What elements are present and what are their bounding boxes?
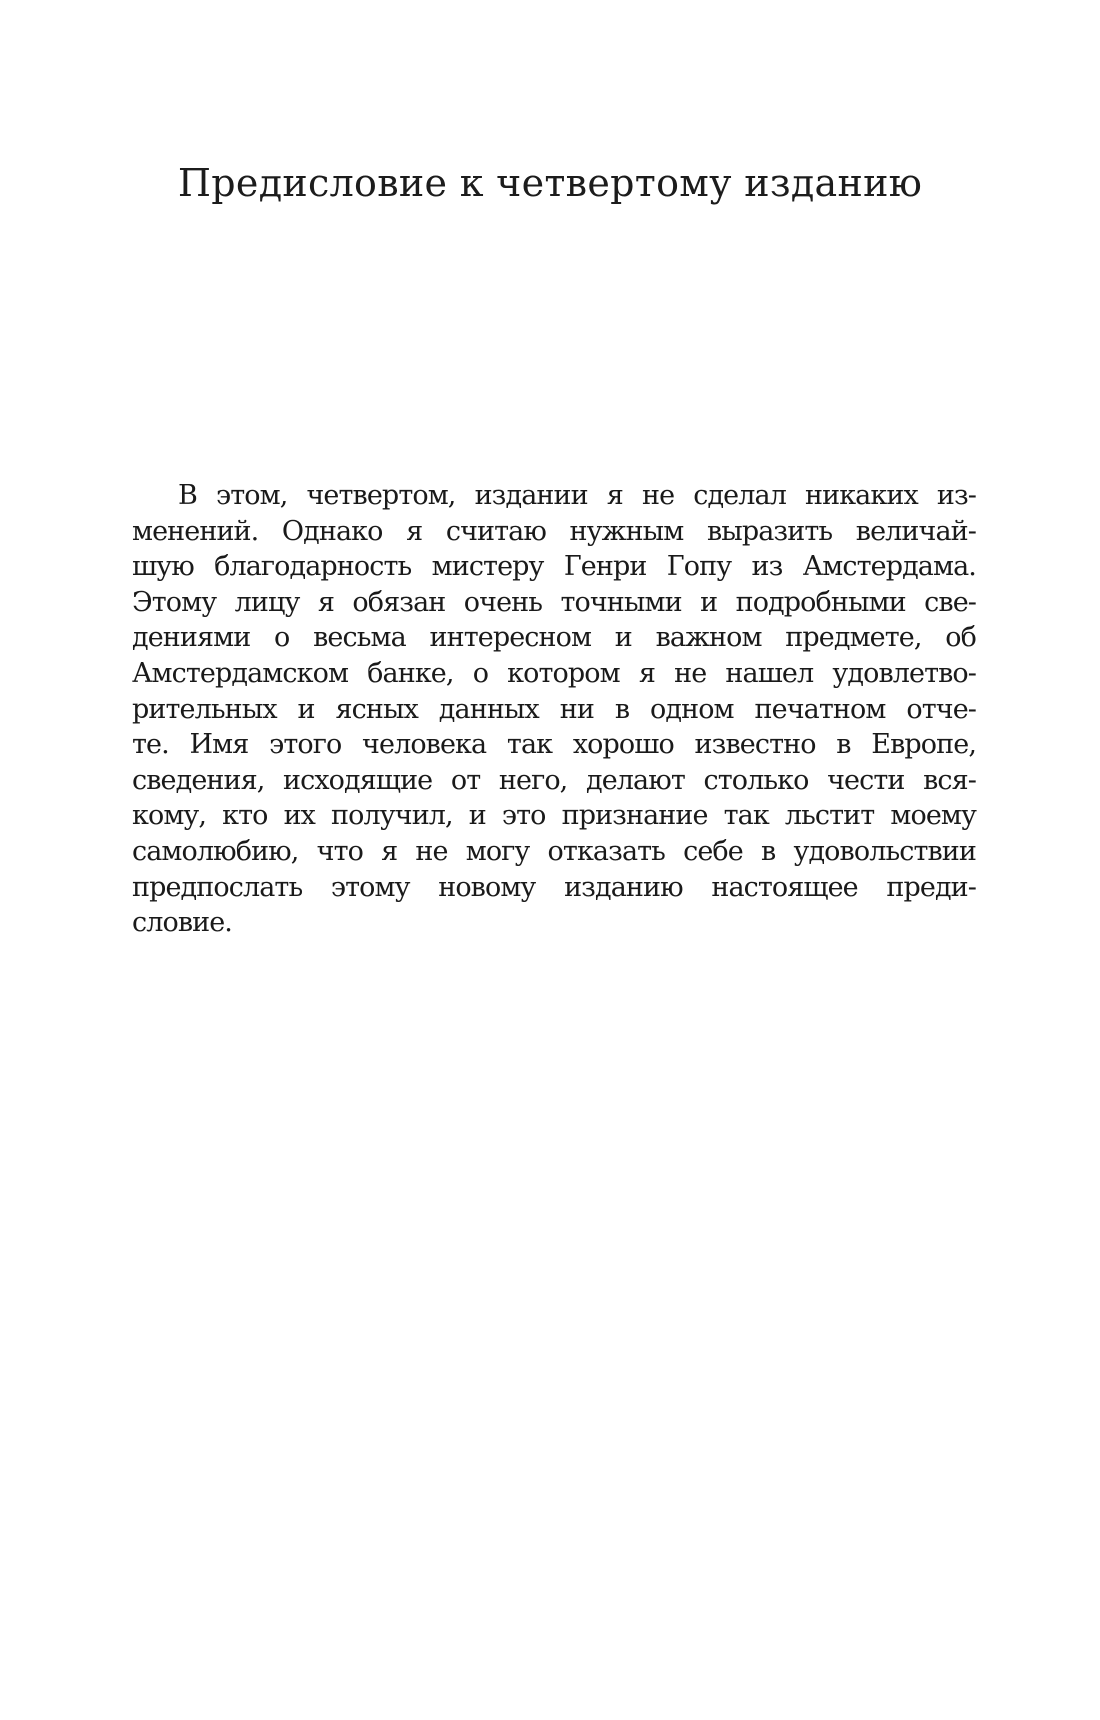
paragraph-line: Этому лицу я обязан очень точными и подробными све- [132,586,976,618]
paragraph-line: менений. Однако я считаю нужным выразить величай- [132,515,976,547]
paragraph-line: предпослать этому новому изданию настоящее преди- [132,871,976,903]
paragraph-line: В этом, четвертом, издании я не сделал никаких из- [178,480,976,511]
paragraph-line: словие. [132,907,232,939]
paragraph-line: Амстердамском банке, о котором я не нашел удовлетво- [132,657,976,689]
paragraph-line: самолюбию, что я не могу отказать себе в удовольствии [132,835,976,867]
paragraph-line: те. Имя этого человека так хорошо известно в Европе, [132,729,976,761]
paragraph-line: кому, кто их получил, и это признание так льстит моему [132,800,976,832]
paragraph-line: рительных и ясных данных ни в одном печатном отче- [132,693,976,725]
preface-paragraph [132,478,976,941]
paragraph-line: шую благодарность мистеру Генри Гопу из Амстердама. [132,551,976,583]
paragraph-line: дениями о весьма интересном и важном предмете, об [132,622,976,654]
paragraph-line: сведения, исходящие от него, делают столько чести вся- [132,764,976,796]
page-title: Предисловие к четвертому изданию [177,161,923,205]
